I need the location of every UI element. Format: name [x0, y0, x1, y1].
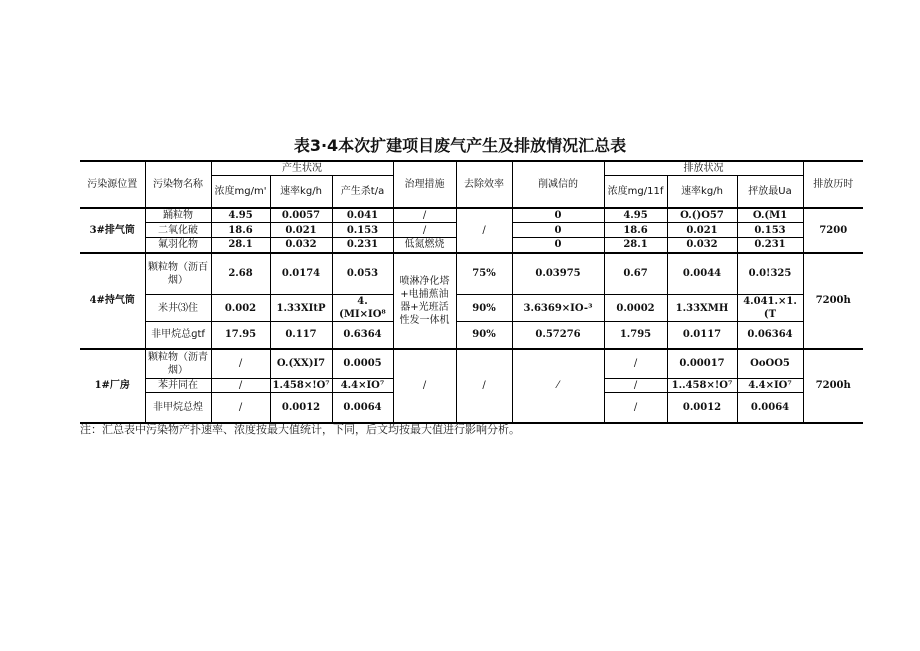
value-cell: 0.0174	[270, 253, 332, 295]
value-cell: 18.6	[211, 223, 270, 238]
value-cell: O.()O57	[667, 208, 737, 223]
table-row	[80, 295, 863, 322]
value-cell: 1.33XItP	[270, 295, 332, 322]
reduction-cell: ⁄	[512, 349, 604, 423]
table-note: 注：汇总表中污染物产扑速率、浓度按最大值统计，下同，后文均按最大值进行影响分析。	[80, 423, 520, 436]
hours-cell: 7200	[803, 208, 863, 253]
table-row	[80, 208, 863, 223]
value-cell: 0.57276	[512, 322, 604, 349]
value-cell: 0.041	[332, 208, 393, 223]
header-em-amount: 抨放最Ua	[737, 176, 803, 208]
value-cell: 0.0064	[332, 393, 393, 423]
value-cell: 17.95	[211, 322, 270, 349]
value-cell: 4.95	[211, 208, 270, 223]
value-cell: 18.6	[604, 223, 667, 238]
value-cell: 0.0117	[667, 322, 737, 349]
value-cell: 0.67	[604, 253, 667, 295]
header-pollutant: 污染物名称	[145, 161, 211, 208]
value-cell: 0.06364	[737, 322, 803, 349]
header-reduction: 削减信的	[512, 161, 604, 208]
value-cell: 0.153	[332, 223, 393, 238]
value-cell: 0.0002	[604, 295, 667, 322]
hours-cell: 7200h	[803, 253, 863, 349]
value-cell: 1.458×!O⁷	[270, 379, 332, 393]
value-cell: /	[211, 393, 270, 423]
value-cell: 0.021	[667, 223, 737, 238]
value-cell: /	[604, 349, 667, 379]
value-cell: 0.032	[270, 238, 332, 253]
value-cell: 1.33XMH	[667, 295, 737, 322]
value-cell: 0.032	[667, 238, 737, 253]
value-cell: 3.6369×IO-³	[512, 295, 604, 322]
header-prod-conc: 浓度mg/m'	[211, 176, 270, 208]
value-cell: O.(M1	[737, 208, 803, 223]
value-cell: 0.6364	[332, 322, 393, 349]
value-cell: 4.041.×1.(T	[737, 295, 803, 322]
value-cell: 4.95	[604, 208, 667, 223]
value-cell: 1..458×!O⁷	[667, 379, 737, 393]
table-row	[80, 322, 863, 349]
value-cell: 0	[512, 208, 604, 223]
header-em-conc: 浓度mg/11f	[604, 176, 667, 208]
pollutant-cell: 二氧化破	[145, 223, 211, 238]
value-cell: /	[211, 349, 270, 379]
pollutant-cell: 非甲烷总ɡtf	[145, 322, 211, 349]
treatment-cell: /	[393, 223, 456, 238]
value-cell: 4.4×IO⁷	[737, 379, 803, 393]
pollutant-cell: 非甲烷总煌	[145, 393, 211, 423]
source-cell: 4#持气筒	[80, 253, 145, 349]
table-row	[80, 349, 863, 379]
removal-cell: /	[456, 349, 512, 423]
header-em-rate: 速率kg/h	[667, 176, 737, 208]
header-hours: 排放历时	[803, 161, 863, 208]
value-cell: O.(XX)I7	[270, 349, 332, 379]
value-cell: 0.153	[737, 223, 803, 238]
source-cell: 3#排气筒	[80, 208, 145, 253]
value-cell: 4.(MI×IO⁸	[332, 295, 393, 322]
value-cell: 0.0064	[737, 393, 803, 423]
header-treatment: 治理措施	[393, 161, 456, 208]
treatment-cell: 低氮燃烧	[393, 238, 456, 253]
pollutant-cell: 氟羽化物	[145, 238, 211, 253]
treatment-cell: /	[393, 208, 456, 223]
treatment-cell: 喷淋净化塔+电捕蕉油器+光班活性发一体机	[393, 253, 456, 349]
header-source: 污染源位置	[80, 161, 145, 208]
header-removal: 去除效率	[456, 161, 512, 208]
value-cell: 0.0057	[270, 208, 332, 223]
table-title: 表3·4本次扩建项目废气产生及排放情况汇总表	[293, 136, 627, 155]
value-cell: 0	[512, 238, 604, 253]
pollutant-cell: 米井⑶住	[145, 295, 211, 322]
value-cell: /	[604, 379, 667, 393]
value-cell: /	[604, 393, 667, 423]
hours-cell: 7200h	[803, 349, 863, 423]
table-row	[80, 253, 863, 295]
removal-cell: /	[456, 208, 512, 253]
value-cell: 0.002	[211, 295, 270, 322]
value-cell: 1.795	[604, 322, 667, 349]
value-cell: 75%	[456, 253, 512, 295]
value-cell: 28.1	[604, 238, 667, 253]
value-cell: 0.0005	[332, 349, 393, 379]
value-cell: 2.68	[211, 253, 270, 295]
value-cell: 0.021	[270, 223, 332, 238]
value-cell: OoOO5	[737, 349, 803, 379]
source-cell: 1#厂房	[80, 349, 145, 423]
value-cell: 0.053	[332, 253, 393, 295]
emission-summary-table	[80, 160, 863, 424]
treatment-cell: /	[393, 349, 456, 423]
value-cell: 28.1	[211, 238, 270, 253]
value-cell: 4.4×IO⁷	[332, 379, 393, 393]
value-cell: 0.231	[737, 238, 803, 253]
value-cell: 0.0044	[667, 253, 737, 295]
value-cell: /	[211, 379, 270, 393]
value-cell: 0.0012	[667, 393, 737, 423]
value-cell: 0.00017	[667, 349, 737, 379]
pollutant-cell: 颗粒物（沥百烟）	[145, 253, 211, 295]
header-prod-rate: 速率kg/h	[270, 176, 332, 208]
pollutant-cell: 颗粒物（沥青烟）	[145, 349, 211, 379]
value-cell: 0	[512, 223, 604, 238]
value-cell: 90%	[456, 322, 512, 349]
value-cell: 0.03975	[512, 253, 604, 295]
pollutant-cell: 踊粒物	[145, 208, 211, 223]
value-cell: 0.0012	[270, 393, 332, 423]
header-emission: 排放状况	[604, 161, 803, 176]
value-cell: 90%	[456, 295, 512, 322]
header-production: 产生状况	[211, 161, 393, 176]
pollutant-cell: 苯并同在	[145, 379, 211, 393]
value-cell: 0.0!325	[737, 253, 803, 295]
value-cell: 0.117	[270, 322, 332, 349]
value-cell: 0.231	[332, 238, 393, 253]
header-prod-amount: 产生杀t/a	[332, 176, 393, 208]
